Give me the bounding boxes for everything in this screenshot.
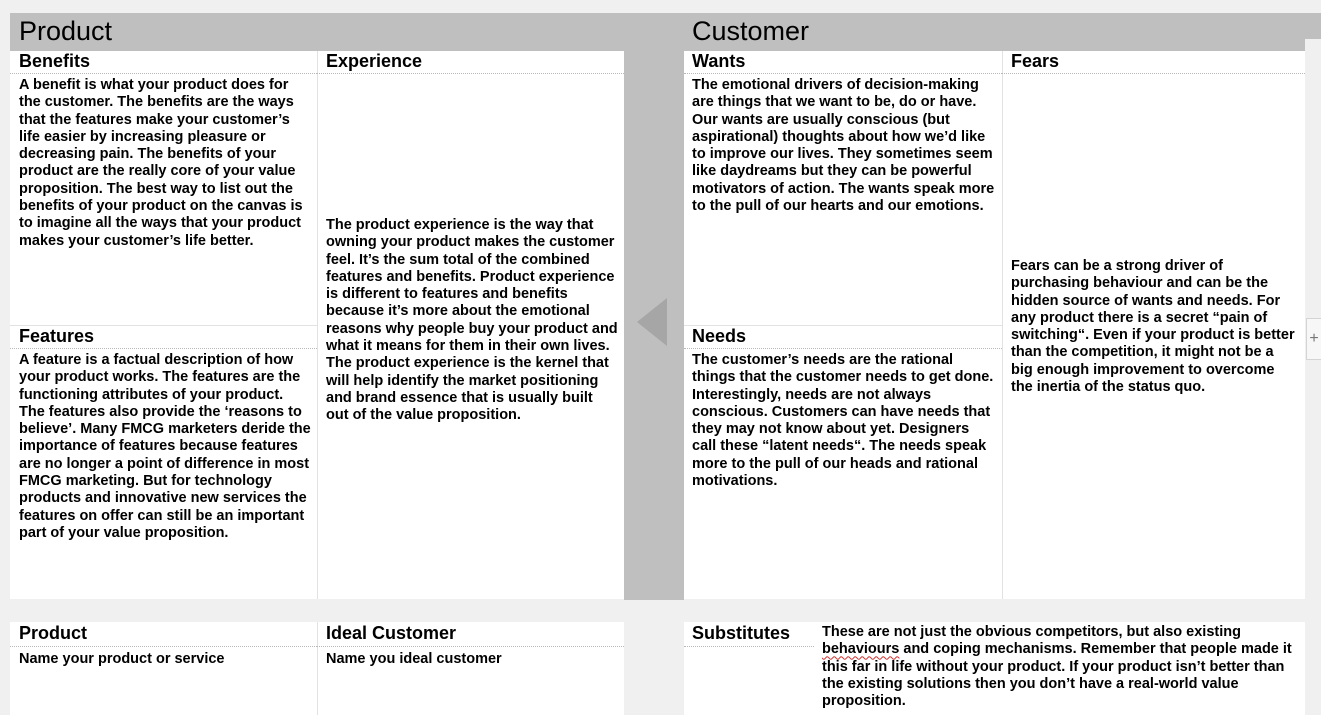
substitutes-text — [815, 624, 1305, 710]
substitutes-heading: Substitutes — [684, 623, 814, 647]
bottom-product-text: Name your product or service — [19, 651, 225, 667]
bottom-product-heading: Product — [10, 623, 317, 647]
benefits-text: A benefit is what your product does for the customer. The benefits are the ways that the features make your customer’s life easier by increasing pleasure or decreasing pain. The benefits of your product are the really core of your value proposition. The best way to list out the benefits of your product on the canvas is to imagine all the ways that your product makes your customer’s life better. — [19, 77, 303, 249]
substitutes-spellcheck-word: behaviours — [822, 641, 900, 658]
substitutes-text-part-1: These are not just the obvious competitors, but also existing — [822, 624, 1241, 640]
benefits-heading: Benefits — [10, 51, 317, 74]
plus-icon[interactable]: + — [1306, 318, 1321, 360]
wants-heading: Wants — [684, 51, 1002, 74]
fears-heading: Fears — [1002, 51, 1305, 74]
experience-heading: Experience — [317, 51, 624, 74]
fears-text: Fears can be a strong driver of purchasing behaviour and can be the hidden source of wants and needs. For any product there is a secret “pain of switching“. Even if your product is better than the competition, it might not be a big enough improvement to overcome the inertia of the status quo. — [1011, 258, 1295, 396]
wants-text: The emotional drivers of decision-making are things that we want to be, do or have. Our wants are usually conscious (but aspirational) thoughts about how we’d like to improve our lives. They sometimes seem like daydreams but they can be powerful motivators of action. The wants speak more to the pull of our hearts and our emotions. — [692, 77, 995, 215]
triangle-left-icon — [637, 298, 667, 346]
ideal-customer-heading: Ideal Customer — [317, 623, 624, 647]
ideal-customer-text: Name you ideal customer — [326, 651, 502, 667]
customer-header-tab — [1300, 13, 1321, 39]
needs-text: The customer’s needs are the rational things that the customer needs to get done. Interestingly, needs are not always conscious. Customers can have needs that they may not know about yet. Designers call these “latent needs“. The needs speak more to the pull of our heads and rational motivations. — [692, 352, 994, 490]
product-section-title: Product — [10, 13, 624, 51]
features-heading: Features — [10, 326, 317, 349]
experience-text: The product experience is the way that owning your product makes the customer feel. It’s the sum total of the combined features and benefits. Product experience is different to features and benefits because it’s more about the emotional reasons why people buy your product and what it means for them in their own lives. The product experience is the kernel that will help identify the market positioning and brand essence that is usually built out of the value proposition. — [326, 217, 618, 424]
substitutes-text-part-2: and coping mechanisms. Remember that people made it this far in life without your product. If your product isn’t better than the existing solutions then you don’t have a real-world value proposition. — [822, 641, 1292, 710]
features-text: A feature is a factual description of how your product works. The features are the functioning attributes of your product. The features also provide the ‘reasons to believe’. Many FMCG marketers deride the importance of features because features are no longer a point of difference in most FMCG marketing. But for technology products and innovative new services the features on offer can still be an important part of your value proposition. — [19, 352, 311, 541]
needs-heading: Needs — [684, 326, 1002, 349]
customer-section-title: Customer — [684, 13, 1305, 51]
